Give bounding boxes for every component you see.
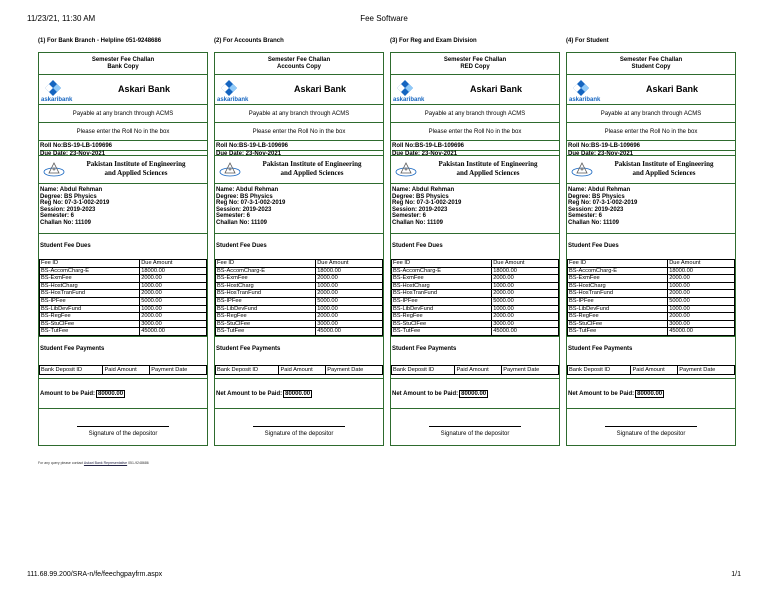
fee-amount: 1000.00	[668, 305, 735, 313]
roll-due-box	[391, 141, 559, 156]
payment-date-header: Payment Date	[502, 365, 559, 374]
svg-text:askaribank: askaribank	[569, 97, 601, 102]
institute-header	[567, 156, 735, 184]
fee-row	[568, 275, 735, 283]
fee-amount: 5000.00	[492, 297, 559, 305]
institute-logo-icon	[219, 162, 241, 177]
fee-id: BS-HostCharg	[40, 282, 140, 290]
fee-id: BS-HosTranFund	[392, 290, 492, 298]
amount-to-pay: Net Amount to be Paid: 80000.00	[215, 379, 383, 409]
paid-amount-header: Paid Amount	[631, 365, 678, 374]
fee-id: BS-ExmFee	[40, 275, 140, 283]
signature-box	[391, 409, 559, 445]
fee-id: BS-StuClFee	[40, 320, 140, 328]
fee-row	[392, 282, 559, 290]
fee-payments-heading: Student Fee Payments	[568, 345, 633, 352]
student-semester: Semester: 6	[568, 213, 603, 220]
fee-dues-table	[215, 259, 383, 336]
fee-amount: 1000.00	[316, 282, 383, 290]
fee-amount: 2000.00	[668, 290, 735, 298]
fee-row	[392, 305, 559, 313]
fee-amount: 18000.00	[492, 267, 559, 275]
fee-row	[216, 297, 383, 305]
fee-row	[216, 290, 383, 298]
fee-id: BS-HostCharg	[568, 282, 668, 290]
fee-payments-table-box	[391, 362, 559, 379]
fee-id-header: Fee ID	[40, 260, 140, 268]
print-datetime: 11/23/21, 11:30 AM	[27, 14, 96, 23]
amount-value: 80000.00	[637, 390, 663, 397]
fee-row	[392, 267, 559, 275]
amount-to-pay: Net Amount to be Paid: 80000.00	[391, 379, 559, 409]
askari-bank-logo-icon	[569, 78, 605, 102]
amount-value: 80000.00	[461, 390, 487, 397]
fee-amount: 3000.00	[316, 320, 383, 328]
fee-amount: 2000.00	[668, 313, 735, 321]
paid-amount-header: Paid Amount	[103, 365, 150, 374]
fee-row	[216, 267, 383, 275]
institute-header	[215, 156, 383, 184]
roll-due-box	[39, 141, 207, 156]
fee-id-header: Fee ID	[216, 260, 316, 268]
fee-id: BS-StuClFee	[392, 320, 492, 328]
fee-payments-table-box	[39, 362, 207, 379]
fee-amount: 5000.00	[316, 297, 383, 305]
paid-amount-header: Paid Amount	[455, 365, 502, 374]
payment-date-header: Payment Date	[150, 365, 207, 374]
challan-copy	[566, 52, 736, 446]
fee-row	[40, 328, 207, 336]
fee-row	[216, 328, 383, 336]
print-page-number: 1/1	[731, 571, 741, 578]
roll-instruction: Please enter the Roll No in the box	[391, 123, 559, 141]
institute-name: Pakistan Institute of Engineering and Applied Sciences	[614, 160, 714, 177]
fee-amount: 1000.00	[140, 305, 207, 313]
bank-deposit-id-header: Bank Deposit ID	[216, 365, 279, 374]
bank-header	[391, 75, 559, 105]
fee-amount: 3000.00	[668, 320, 735, 328]
fee-row	[40, 297, 207, 305]
bank-deposit-id-header: Bank Deposit ID	[392, 365, 455, 374]
fee-row	[568, 282, 735, 290]
student-name: Name: Abdul Rehman	[40, 187, 103, 193]
fee-id: BS-LibDevFund	[392, 305, 492, 313]
fee-row	[568, 267, 735, 275]
student-info	[567, 184, 735, 234]
institute-header	[39, 156, 207, 184]
roll-instruction: Please enter the Roll No in the box	[567, 123, 735, 141]
fee-id: BS-TutFee	[392, 328, 492, 336]
fee-row	[568, 328, 735, 336]
student-reg-no: Reg No: 07-3-1-002-2019	[40, 200, 110, 207]
fee-amount: 18000.00	[668, 267, 735, 275]
roll-due-box	[567, 141, 735, 156]
institute-logo-icon	[395, 162, 417, 177]
askari-bank-logo-icon	[217, 78, 253, 102]
fee-row	[40, 282, 207, 290]
fee-row	[392, 313, 559, 321]
amount-to-pay: Amount to be Paid: 80000.00	[39, 379, 207, 409]
fee-amount: 2000.00	[492, 275, 559, 283]
fee-row	[40, 267, 207, 275]
fee-id: BS-TutFee	[216, 328, 316, 336]
institute-name: Pakistan Institute of Engineering and Applied Sciences	[438, 160, 538, 177]
fee-id: BS-ExmFee	[568, 275, 668, 283]
footnote: For any query please contact Askari Bank Representative 051-9248686	[38, 461, 149, 465]
fee-id: BS-RegFee	[392, 313, 492, 321]
fee-payments-heading: Student Fee Payments	[392, 345, 457, 352]
challan-copy	[390, 52, 560, 446]
student-session: Session: 2019-2023	[40, 206, 96, 213]
signature-box	[215, 409, 383, 445]
student-name: Name: Abdul Rehman	[216, 187, 279, 193]
fee-dues-table-box	[567, 259, 735, 337]
bank-header	[39, 75, 207, 105]
fee-id: BS-IPFee	[216, 297, 316, 305]
institute-name: Pakistan Institute of Engineering and Applied Sciences	[86, 160, 186, 177]
fee-amount: 45000.00	[668, 328, 735, 336]
due-date: Due Date: 23-Nov-2021	[568, 150, 634, 157]
fee-id: BS-RegFee	[40, 313, 140, 321]
fee-payments-heading: Student Fee Payments	[216, 345, 281, 352]
due-date: Due Date: 23-Nov-2021	[216, 150, 282, 157]
fee-row	[392, 328, 559, 336]
copy-column-title: (3) For Reg and Exam Division	[390, 38, 477, 44]
student-degree: Degree: BS Physics	[216, 193, 273, 200]
fee-id: BS-AccomCharg-E	[568, 267, 668, 275]
fee-id: BS-HosTranFund	[216, 290, 316, 298]
fee-row	[568, 305, 735, 313]
payment-date-header: Payment Date	[326, 365, 383, 374]
fee-row	[568, 290, 735, 298]
student-reg-no: Reg No: 07-3-1-002-2019	[568, 200, 638, 207]
svg-text:askaribank: askaribank	[393, 97, 425, 102]
askari-bank-logo-icon	[41, 78, 77, 102]
fee-row	[216, 282, 383, 290]
fee-row	[40, 320, 207, 328]
bank-header	[567, 75, 735, 105]
askari-bank-logo-icon	[393, 78, 429, 102]
fee-payments-table-box	[215, 362, 383, 379]
bank-name: Askari Bank	[117, 84, 171, 94]
fee-payments-table	[215, 365, 383, 375]
svg-text:askaribank: askaribank	[217, 97, 249, 102]
student-session: Session: 2019-2023	[216, 206, 272, 213]
fee-id: BS-LibDevFund	[568, 305, 668, 313]
fee-id: BS-LibDevFund	[216, 305, 316, 313]
student-reg-no: Reg No: 07-3-1-002-2019	[392, 200, 462, 207]
fee-row	[40, 290, 207, 298]
challan-title: Semester Fee Challan RED Copy	[391, 53, 559, 75]
copy-column-title: (1) For Bank Branch - Helpline 051-9248686	[38, 38, 162, 44]
signature-label: Signature of the depositor	[440, 430, 510, 437]
fee-payments-table	[39, 365, 207, 375]
fee-amount: 2000.00	[492, 313, 559, 321]
fee-id: BS-HostCharg	[392, 282, 492, 290]
fee-id: BS-ExmFee	[392, 275, 492, 283]
bank-name: Askari Bank	[469, 84, 523, 94]
fee-id: BS-StuClFee	[216, 320, 316, 328]
fee-amount: 1000.00	[316, 305, 383, 313]
fee-id: BS-ExmFee	[216, 275, 316, 283]
fee-id: BS-HosTranFund	[40, 290, 140, 298]
fee-id: BS-StuClFee	[568, 320, 668, 328]
challan-copy	[38, 52, 208, 446]
fee-amount: 18000.00	[316, 267, 383, 275]
fee-amount: 2000.00	[316, 275, 383, 283]
fee-amount: 2000.00	[492, 290, 559, 298]
fee-payments-table	[391, 365, 559, 375]
student-info	[391, 184, 559, 234]
fee-id: BS-RegFee	[568, 313, 668, 321]
signature-box	[39, 409, 207, 445]
bank-header	[215, 75, 383, 105]
challan-title: Semester Fee Challan Student Copy	[567, 53, 735, 75]
fee-id: BS-IPFee	[568, 297, 668, 305]
fee-amount: 2000.00	[140, 275, 207, 283]
institute-name: Pakistan Institute of Engineering and Applied Sciences	[262, 160, 362, 177]
due-amount-header: Due Amount	[492, 260, 559, 268]
roll-number: Roll No:BS-19-LB-109696	[392, 143, 559, 151]
student-info	[215, 184, 383, 234]
fee-amount: 1000.00	[668, 282, 735, 290]
fee-amount: 2000.00	[316, 313, 383, 321]
fee-id: BS-RegFee	[216, 313, 316, 321]
fee-row	[392, 290, 559, 298]
roll-instruction: Please enter the Roll No in the box	[39, 123, 207, 141]
fee-row	[216, 313, 383, 321]
fee-id: BS-IPFee	[392, 297, 492, 305]
fee-amount: 1000.00	[492, 282, 559, 290]
institute-header	[391, 156, 559, 184]
payable-message: Payable at any branch through ACMS	[391, 105, 559, 123]
student-session: Session: 2019-2023	[568, 206, 624, 213]
bank-name: Askari Bank	[645, 84, 699, 94]
challan-number: Challan No: 11109	[40, 219, 92, 226]
fee-row	[392, 275, 559, 283]
challan-number: Challan No: 11109	[568, 219, 620, 226]
fee-amount: 5000.00	[668, 297, 735, 305]
due-amount-header: Due Amount	[140, 260, 207, 268]
due-amount-header: Due Amount	[668, 260, 735, 268]
payment-date-header: Payment Date	[678, 365, 735, 374]
fee-row	[216, 320, 383, 328]
challan-copy	[214, 52, 384, 446]
fee-row	[216, 275, 383, 283]
challan-number: Challan No: 11109	[216, 219, 268, 226]
print-title: Fee Software	[360, 14, 408, 23]
bank-deposit-id-header: Bank Deposit ID	[40, 365, 103, 374]
amount-value: 80000.00	[98, 390, 124, 397]
due-date: Due Date: 23-Nov-2021	[40, 150, 106, 157]
fee-amount: 3000.00	[140, 320, 207, 328]
fee-row	[568, 320, 735, 328]
fee-amount: 45000.00	[492, 328, 559, 336]
fee-dues-heading: Student Fee Dues	[392, 243, 443, 249]
fee-amount: 5000.00	[140, 297, 207, 305]
payable-message: Payable at any branch through ACMS	[39, 105, 207, 123]
signature-label: Signature of the depositor	[88, 430, 158, 437]
fee-amount: 2000.00	[140, 290, 207, 298]
fee-dues-heading: Student Fee Dues	[40, 243, 91, 249]
roll-number: Roll No:BS-19-LB-109696	[216, 143, 383, 151]
fee-id: BS-HostCharg	[216, 282, 316, 290]
student-name: Name: Abdul Rehman	[568, 187, 631, 193]
fee-dues-heading: Student Fee Dues	[568, 243, 619, 249]
signature-label: Signature of the depositor	[616, 430, 686, 437]
fee-dues-heading: Student Fee Dues	[216, 243, 267, 249]
fee-amount: 2000.00	[316, 290, 383, 298]
fee-dues-table-box	[39, 259, 207, 337]
fee-row	[40, 305, 207, 313]
paid-amount-header: Paid Amount	[279, 365, 326, 374]
fee-row	[392, 320, 559, 328]
fee-id: BS-IPFee	[40, 297, 140, 305]
fee-id-header: Fee ID	[392, 260, 492, 268]
roll-due-box	[215, 141, 383, 156]
student-semester: Semester: 6	[40, 213, 75, 220]
fee-amount: 2000.00	[668, 275, 735, 283]
signature-label: Signature of the depositor	[264, 430, 334, 437]
fee-id: BS-TutFee	[568, 328, 668, 336]
fee-amount: 45000.00	[316, 328, 383, 336]
student-semester: Semester: 6	[216, 213, 251, 220]
fee-row	[40, 313, 207, 321]
fee-row	[216, 305, 383, 313]
svg-text:askaribank: askaribank	[41, 97, 73, 102]
bank-name: Askari Bank	[293, 84, 347, 94]
bank-deposit-id-header: Bank Deposit ID	[568, 365, 631, 374]
due-amount-header: Due Amount	[316, 260, 383, 268]
footnote-link[interactable]: Askari Bank Representative	[83, 461, 128, 465]
fee-amount: 2000.00	[140, 313, 207, 321]
roll-number: Roll No:BS-19-LB-109696	[40, 143, 207, 151]
fee-dues-table	[39, 259, 207, 336]
fee-dues-table	[567, 259, 735, 336]
copy-column-title: (2) For Accounts Branch	[214, 38, 284, 44]
due-date: Due Date: 23-Nov-2021	[392, 150, 458, 157]
student-semester: Semester: 6	[392, 213, 427, 220]
fee-id: BS-TutFee	[40, 328, 140, 336]
student-name: Name: Abdul Rehman	[392, 187, 455, 193]
fee-amount: 45000.00	[140, 328, 207, 336]
fee-dues-table-box	[215, 259, 383, 337]
fee-dues-table-box	[391, 259, 559, 337]
fee-amount: 1000.00	[492, 305, 559, 313]
fee-dues-table	[391, 259, 559, 336]
fee-id: BS-AccomCharg-E	[392, 267, 492, 275]
payable-message: Payable at any branch through ACMS	[567, 105, 735, 123]
fee-id: BS-LibDevFund	[40, 305, 140, 313]
institute-logo-icon	[571, 162, 593, 177]
student-degree: Degree: BS Physics	[392, 193, 449, 200]
fee-id: BS-AccomCharg-E	[40, 267, 140, 275]
fee-row	[392, 297, 559, 305]
fee-payments-table-box	[567, 362, 735, 379]
institute-logo-icon	[43, 162, 65, 177]
fee-payments-table	[567, 365, 735, 375]
fee-id: BS-AccomCharg-E	[216, 267, 316, 275]
fee-id: BS-HosTranFund	[568, 290, 668, 298]
payable-message: Payable at any branch through ACMS	[215, 105, 383, 123]
challan-title: Semester Fee Challan Bank Copy	[39, 53, 207, 75]
fee-row	[568, 313, 735, 321]
roll-number: Roll No:BS-19-LB-109696	[568, 143, 735, 151]
copy-column-title: (4) For Student	[566, 38, 609, 44]
fee-amount: 3000.00	[492, 320, 559, 328]
print-url: 111.68.99.200/SRA-n/fe/feechgpayfrm.aspx	[27, 571, 163, 578]
roll-instruction: Please enter the Roll No in the box	[215, 123, 383, 141]
fee-id-header: Fee ID	[568, 260, 668, 268]
fee-amount: 18000.00	[140, 267, 207, 275]
student-info	[39, 184, 207, 234]
signature-box	[567, 409, 735, 445]
student-reg-no: Reg No: 07-3-1-002-2019	[216, 200, 286, 207]
amount-to-pay: Net Amount to be Paid: 80000.00	[567, 379, 735, 409]
fee-row	[40, 275, 207, 283]
student-degree: Degree: BS Physics	[40, 193, 97, 200]
challan-number: Challan No: 11109	[392, 219, 444, 226]
fee-payments-heading: Student Fee Payments	[40, 345, 105, 352]
challan-title: Semester Fee Challan Accounts Copy	[215, 53, 383, 75]
fee-amount: 1000.00	[140, 282, 207, 290]
student-degree: Degree: BS Physics	[568, 193, 625, 200]
amount-value: 80000.00	[285, 390, 311, 397]
student-session: Session: 2019-2023	[392, 206, 448, 213]
fee-row	[568, 297, 735, 305]
